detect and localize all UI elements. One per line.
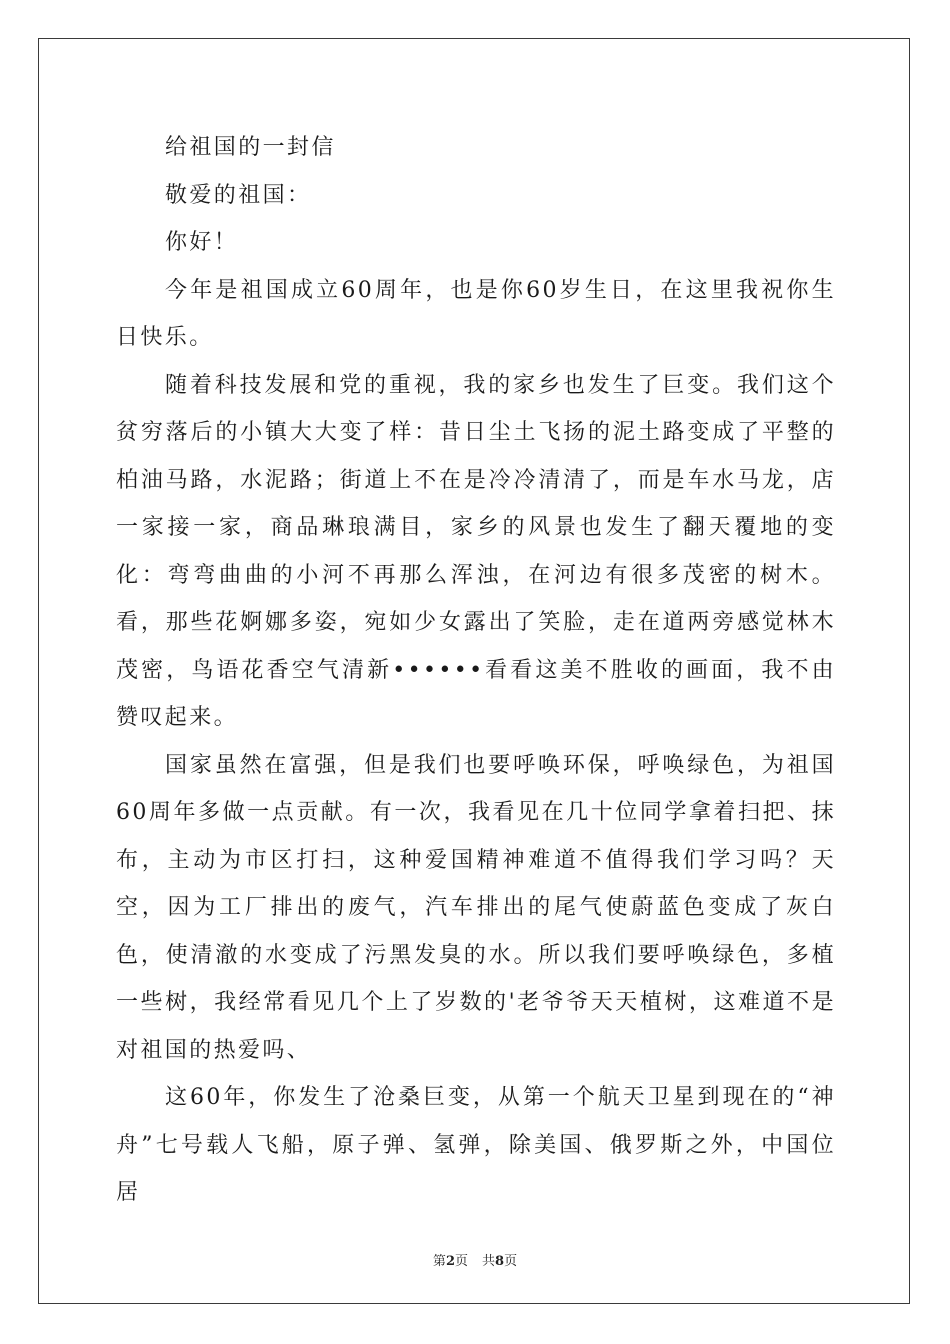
paragraph: 今年是祖国成立60周年，也是你60岁生日，在这里我祝你生日快乐。 — [116, 277, 836, 350]
paragraph: 国家虽然在富强，但是我们也要呼唤环保，呼唤绿色，为祖国60周年多做一点贡献。有一次，我看见在几十位同学拿着扫把、抹布，主动为市区打扫，这种爱国精神难道不值得我们学习吗？天空，因为工厂排出的废气，汽车排出的尾气使蔚蓝色变成了灰白色，使清澈的水变成了污黑发臭的水。所以我们要呼唤绿色，多植一些树，我经常看见几个上了岁数的'老爷爷天天植树，这难道不是对祖国的热爱吗、 — [116, 752, 836, 1063]
total-suffix: 页 — [504, 1254, 518, 1269]
current-page-number: 2 — [445, 1254, 455, 1269]
page-footer — [0, 1250, 950, 1269]
total-prefix: 共 — [482, 1254, 496, 1269]
letter-title: 给祖国的一封信 — [165, 135, 336, 160]
page-prefix: 第 — [432, 1254, 446, 1269]
page-suffix: 页 — [454, 1254, 468, 1269]
letter-salutation: 敬爱的祖国： — [165, 182, 312, 208]
document-body — [116, 124, 836, 1217]
total-pages-number: 8 — [495, 1254, 505, 1269]
paragraph: 随着科技发展和党的重视，我的家乡也发生了巨变。我们这个贫穷落后的小镇大大变了样：昔日尘土飞扬的泥土路变成了平整的柏油马路，水泥路；街道上不在是冷冷清清了，而是车水马龙，店一家接一家，商品琳琅满目，家乡的风景也发生了翻天覆地的变化：弯弯曲曲的小河不再那么浑浊，在河边有很多茂密的树木。看，那些花婀娜多姿，宛如少女露出了笑脸，走在道两旁感觉林木茂密，鸟语花香空气清新••••••看看这美不胜收的画面，我不由赞叹起来。 — [116, 372, 836, 730]
paragraph: 这60年，你发生了沧桑巨变，从第一个航天卫星到现在的“神舟”七号载人飞船，原子弹、氢弹，除美国、俄罗斯之外，中国位居 — [116, 1085, 836, 1205]
letter-greeting: 你好！ — [165, 230, 239, 255]
